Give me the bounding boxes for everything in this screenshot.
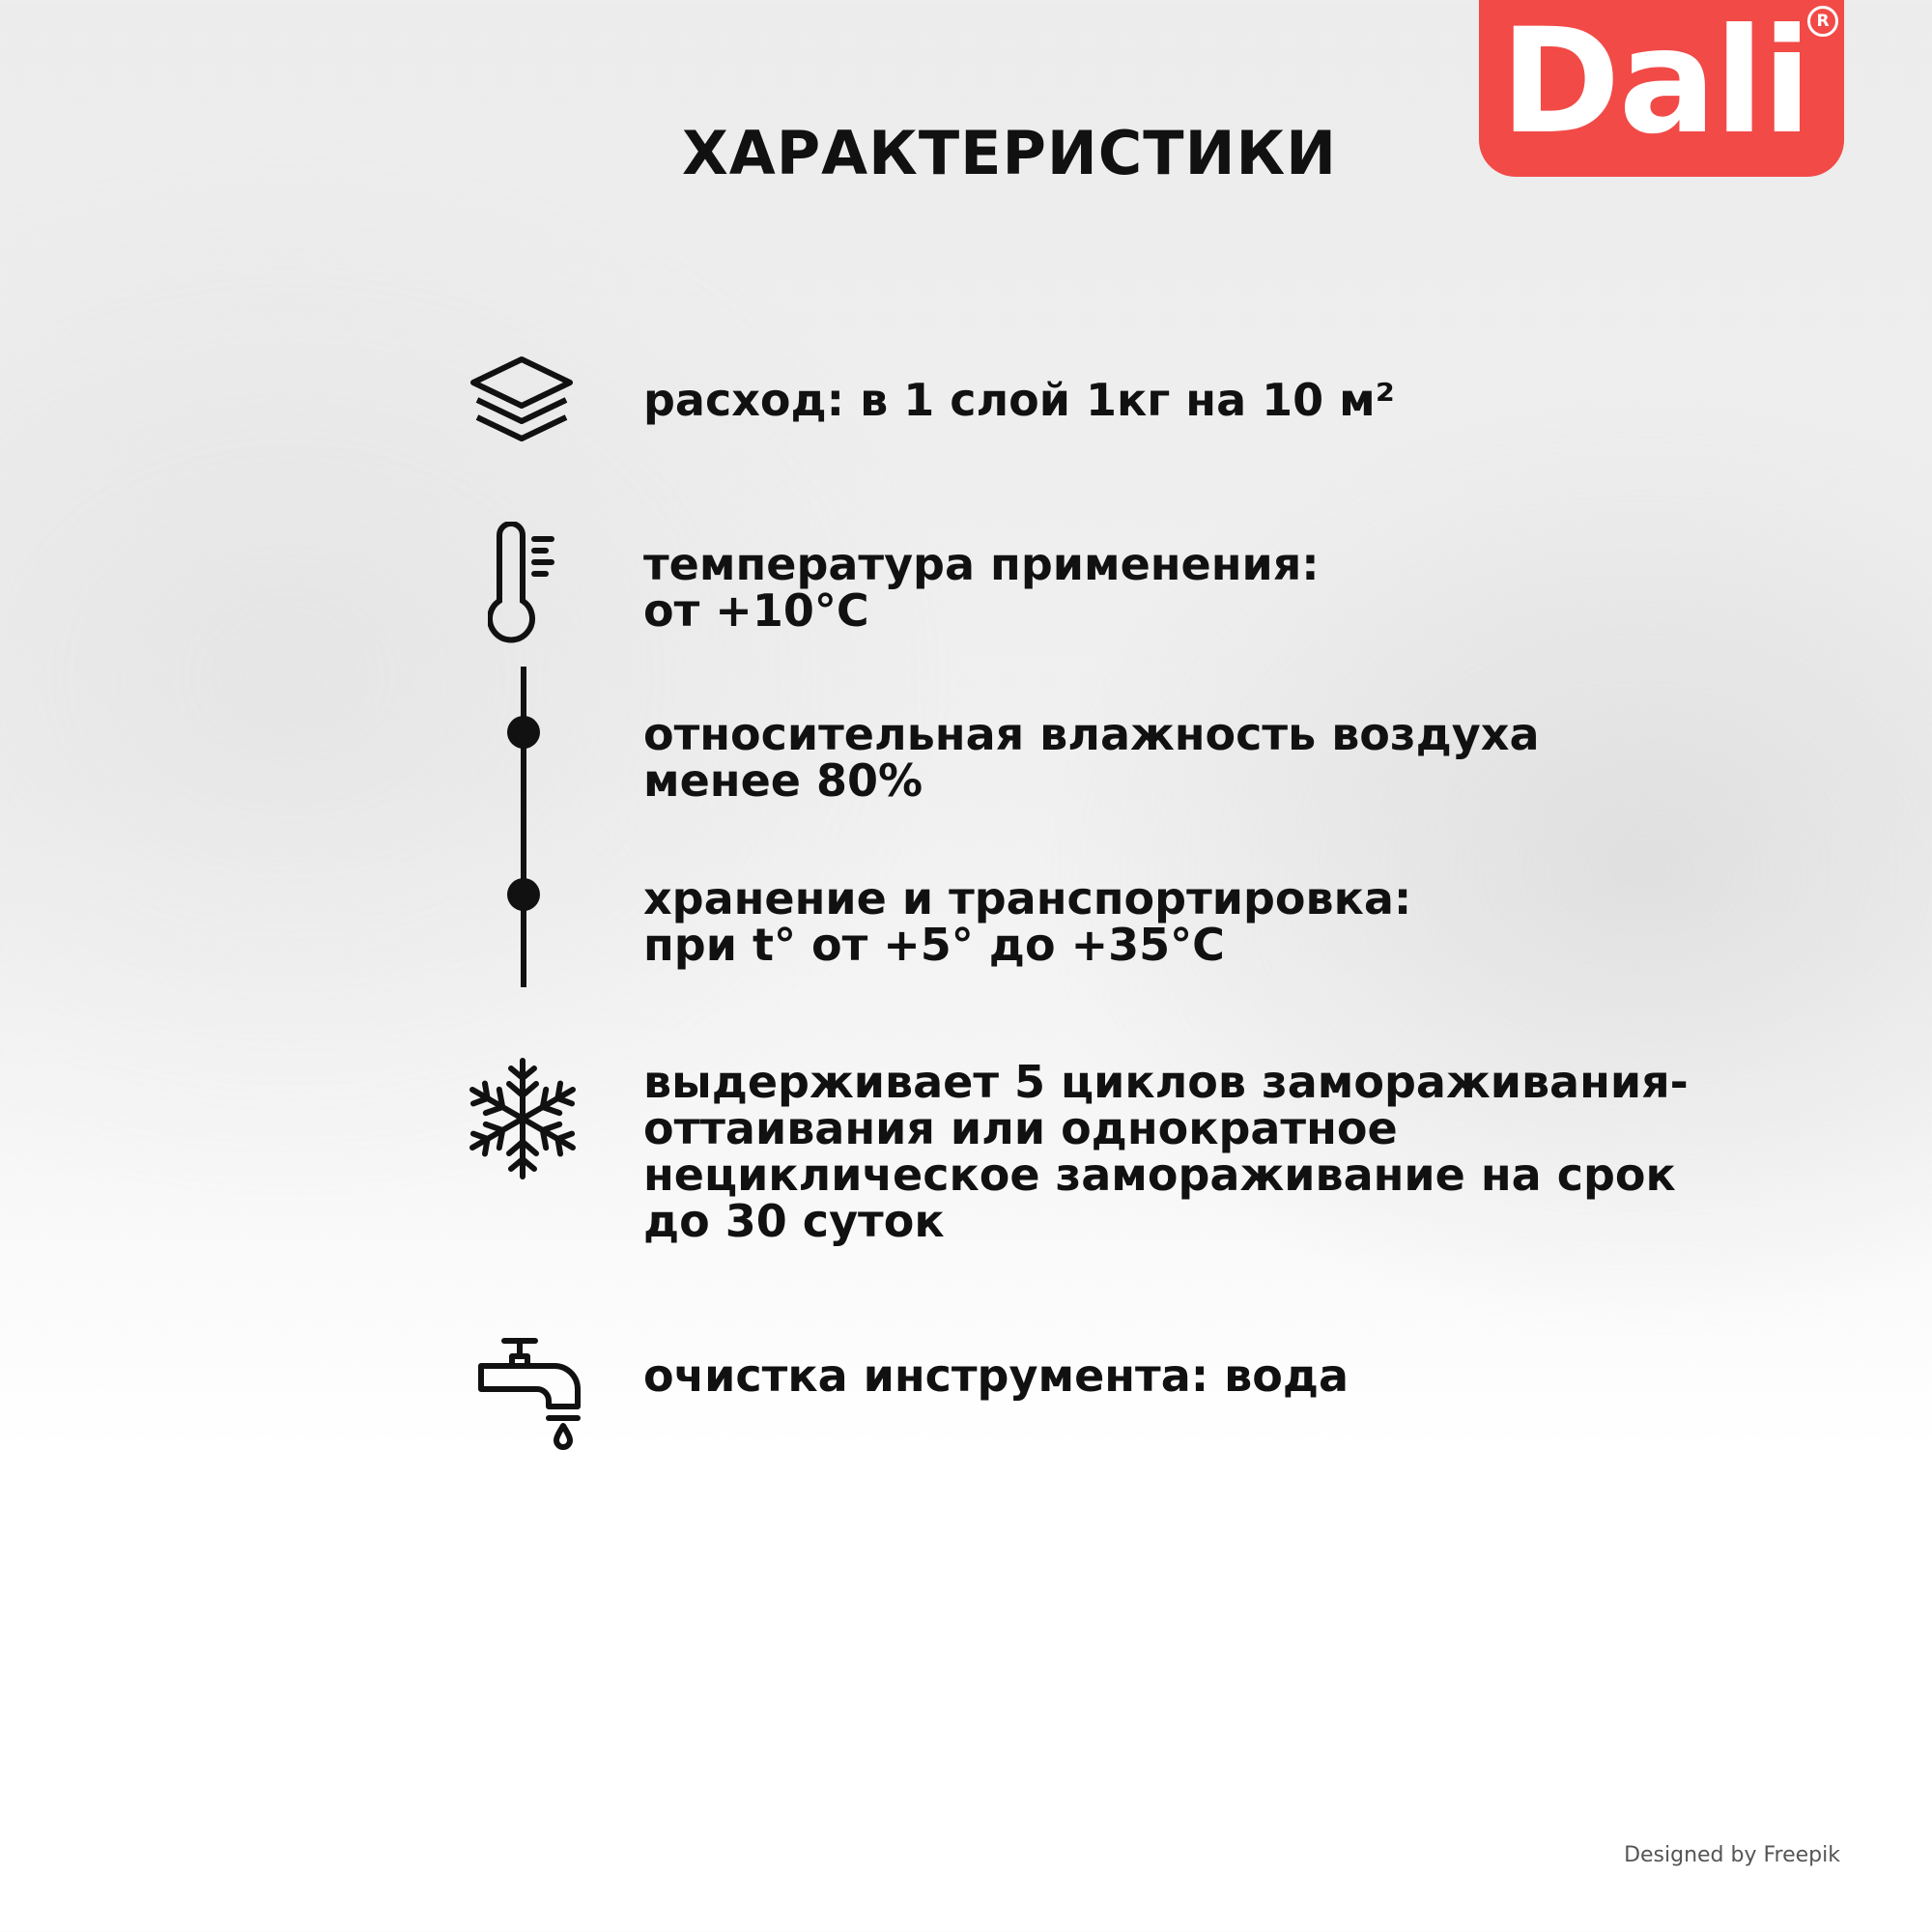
spec-line: относительная влажность воздуха [643,708,1540,760]
spec-line: хранение и транспортировка: [643,872,1412,924]
timeline-dot-icon [502,667,545,987]
spec-line: выдерживает 5 циклов замораживания- [643,1056,1689,1108]
snowflake-icon [461,1057,584,1180]
spec-line: до 30 суток [643,1195,945,1247]
page-title: ХАРАКТЕРИСТИКИ [681,118,1338,188]
thermometer-icon [488,522,575,647]
registered-mark: R [1807,6,1838,37]
image-credit: Designed by Freepik [1624,1843,1840,1867]
spec-line: менее 80% [643,754,923,807]
brand-logo [1479,0,1844,177]
spec-line: оттаивания или однократное [643,1102,1398,1154]
spec-line: нециклическое замораживание на срок [643,1149,1676,1201]
spec-line: очистка инструмента: вода [643,1350,1350,1402]
spec-line: температура применения: [643,538,1320,590]
spec-line: при t° от +5° до +35°С [643,919,1225,971]
spec-humidity [643,708,1540,807]
water-tap-icon [477,1335,585,1451]
spec-tool-cleaning [643,1350,1350,1402]
spec-consumption [643,374,1395,426]
spec-application-temperature [643,538,1320,637]
spec-line: от +10°С [643,584,869,637]
logo-text: Dali [1500,0,1810,166]
spec-storage [643,872,1412,971]
spec-freeze-thaw [643,1056,1689,1247]
spec-line: расход: в 1 слой 1кг на 10 м² [643,374,1395,426]
layers-icon [464,350,580,466]
